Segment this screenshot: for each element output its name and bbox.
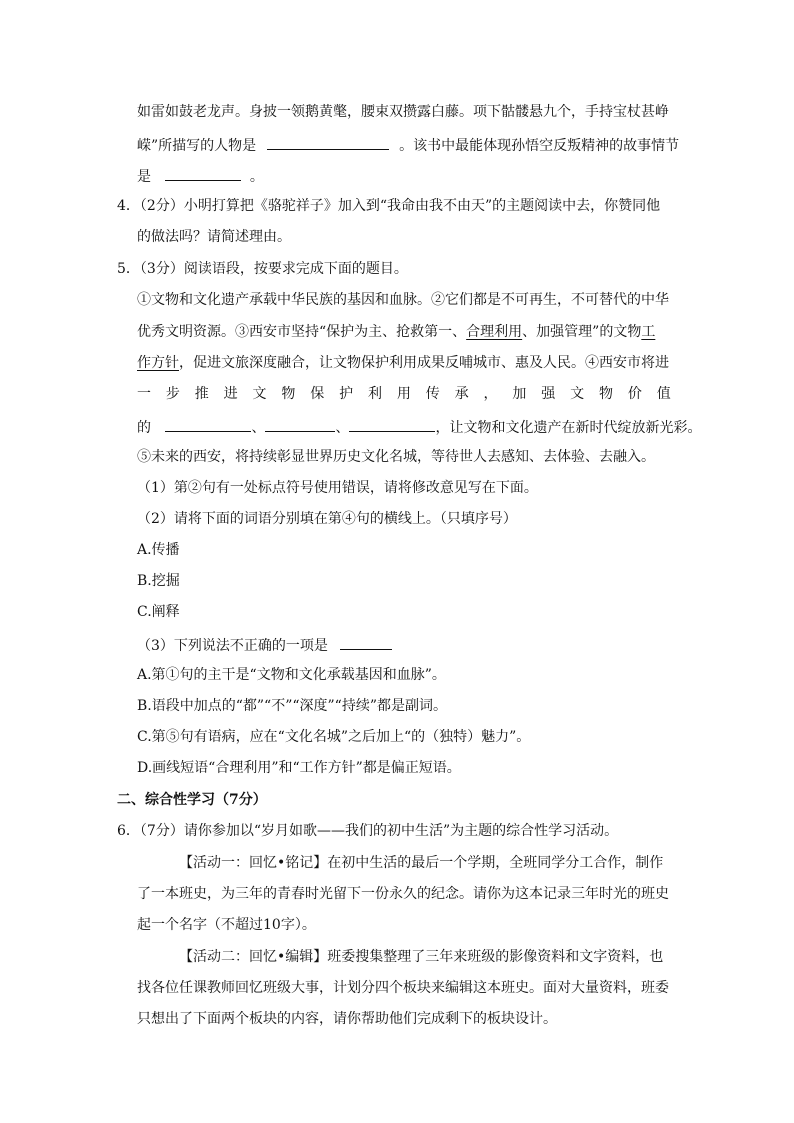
q3-line-2-text-a: 嵘”所描写的人物是 [137, 138, 257, 154]
q5-p5-text-a: 的 [137, 420, 151, 436]
q5-title: 5．（3分）阅读语段，按要求完成下面的题目。 [117, 261, 408, 277]
q5-word-option-b: B.挖掘 [137, 573, 180, 589]
q3-line-3-text-a: 是 [137, 169, 151, 185]
q5-underlined-phrase-1: 合理利用 [466, 324, 523, 340]
q5-p5-text-b: ，让文物和文化遗产在新时代绽放新光彩。 [435, 420, 702, 436]
q6-activity-2-line-3: 只想出了下面两个板块的内容，请你帮助他们完成剩下的板块设计。 [137, 1011, 557, 1027]
q5-passage-line-4-char: 价 [627, 386, 642, 402]
q5-choice-d: D.画线短语“合理利用”和“工作方针”都是偏正短语。 [137, 760, 461, 776]
q5-subquestion-1: （1）第②句有一处标点符号使用错误，请将修改意见写在下面。 [137, 480, 538, 496]
q5-p5-separator-1: 、 [251, 420, 266, 436]
q5-passage-line-4-char: 值 [656, 386, 671, 402]
q5-passage-line-4-char: 推 [194, 386, 209, 402]
q6-title: 6．（7分）请你参加以“岁月如歌——我们的初中生活”为主题的综合性学习活动。 [117, 823, 619, 839]
q4-line-2: 的做法吗？请简述理由。 [137, 229, 291, 245]
q5-word-option-a: A.传播 [137, 542, 180, 558]
q5-p2-text-b: 、加强管理”的文物 [522, 324, 642, 340]
q5-passage-line-4-char: 物 [599, 386, 613, 402]
q5-passage-line-4-char: 强 [541, 386, 556, 402]
q5-passage-line-1: ①文物和文化遗产承载中华民族的基因和血脉。②它们都是不可再生，不可替代的中华 [137, 292, 669, 308]
q5-passage-line-3 [137, 353, 669, 373]
q5-passage-line-4-char: 传 [425, 386, 440, 402]
q5-passage-line-4-char: 加 [512, 386, 527, 402]
section-2-heading: 二、综合性学习（7分） [117, 792, 267, 808]
q5-passage-line-4-char: 文 [570, 386, 585, 402]
q3-line-2 [137, 133, 679, 156]
q5-fill-blank-2[interactable] [265, 415, 335, 432]
q5-passage-line-4-char: 物 [281, 386, 296, 402]
q5-passage-line-6: ⑤未来的西安，将持续彰显世界历史文化名城，等待世人去感知、去体验、去融入。 [137, 449, 655, 465]
q3-answer-blank-2[interactable] [165, 164, 241, 181]
q6-activity-1-line-2: 了一本班史，为三年的青春时光留下一份永久的纪念。请你为这本记录三年时光的班史 [137, 886, 669, 902]
q3-line-2-text-b: 。该书中最能体现孙悟空反叛精神的故事情节 [399, 138, 680, 154]
q5-p3-text: ，促进文旅深度融合，让文物保护利用成果反哺城市、惠及人民。④西安市将进 [179, 355, 669, 371]
q5-passage-line-4-char: 步 [165, 386, 180, 402]
q5-passage-line-4-char: 进 [223, 386, 238, 402]
q6-activity-2-line-2: 找各位任课教师回忆班级大事，计划分四个板块来编辑这本班史。面对大量资料，班委 [137, 980, 669, 996]
q5-passage-line-4-char: 文 [252, 386, 267, 402]
q3-line-3-text-b: 。 [249, 169, 264, 185]
q5-underlined-phrase-2b: 作方针 [137, 355, 179, 371]
q5-p2-text-a: 优秀文明资源。③西安市坚持“保护为主、抢救第一、 [137, 324, 467, 340]
q5-subquestion-2: （2）请将下面的词语分别填在第④句的横线上。（只填序号） [137, 511, 517, 527]
q5-subquestion-3 [137, 633, 392, 656]
q5-passage-line-2 [137, 322, 655, 342]
q5-choice-a: A.第①句的主干是“文物和文化承载基因和血脉”。 [137, 667, 446, 683]
q5-passage-line-4-char: 利 [368, 386, 382, 402]
q5-sub3-answer-blank[interactable] [340, 633, 392, 650]
q5-passage-line-4 [137, 384, 671, 404]
q5-choice-b: B.语段中加点的“都”“不”“深度”“持续”都是副词。 [137, 698, 447, 714]
q4-line-1: 4．（2分）小明打算把《骆驼祥子》加入到“我命由我不由天”的主题阅读中去，你赞同他 [117, 198, 661, 214]
q3-line-1: 如雷如鼓老龙声。身披一领鹅黄氅，腰束双攒露白藤。项下骷髅悬九个，手持宝杖甚峥 [137, 104, 669, 120]
q5-passage-line-4-char: 用 [396, 386, 411, 402]
q5-passage-line-5 [137, 415, 701, 438]
q5-passage-line-4-char: 保 [310, 386, 325, 402]
q5-passage-line-4-char: ， [483, 386, 498, 402]
q5-passage-line-4-char: 护 [339, 386, 354, 402]
q5-word-option-c: C.阐释 [137, 604, 180, 620]
q3-line-3 [137, 164, 264, 187]
q6-activity-1-line-3: 起一个名字（不超过10字）。 [137, 917, 316, 933]
q5-p5-separator-2: 、 [335, 420, 350, 436]
q5-fill-blank-1[interactable] [165, 415, 251, 432]
q3-answer-blank-1[interactable] [267, 133, 389, 150]
q5-passage-line-4-char: 一 [137, 386, 151, 402]
q5-fill-blank-3[interactable] [349, 415, 435, 432]
q6-activity-1-line-1: 【活动一：回忆•铭记】在初中生活的最后一个学期，全班同学分工合作，制作 [179, 855, 664, 871]
q6-activity-2-line-1: 【活动二：回忆•编辑】班委搜集整理了三年来班级的影像资料和文字资料，也 [179, 949, 664, 965]
q5-sub3-text: （3）下列说法不正确的一项是 [137, 638, 328, 654]
q5-underlined-phrase-2a: 工 [641, 324, 656, 340]
q5-choice-c: C.第⑤句有语病，应在“文化名城”之后加上“的（独特）魅力”。 [137, 729, 531, 745]
q5-passage-line-4-char: 承 [454, 386, 469, 402]
